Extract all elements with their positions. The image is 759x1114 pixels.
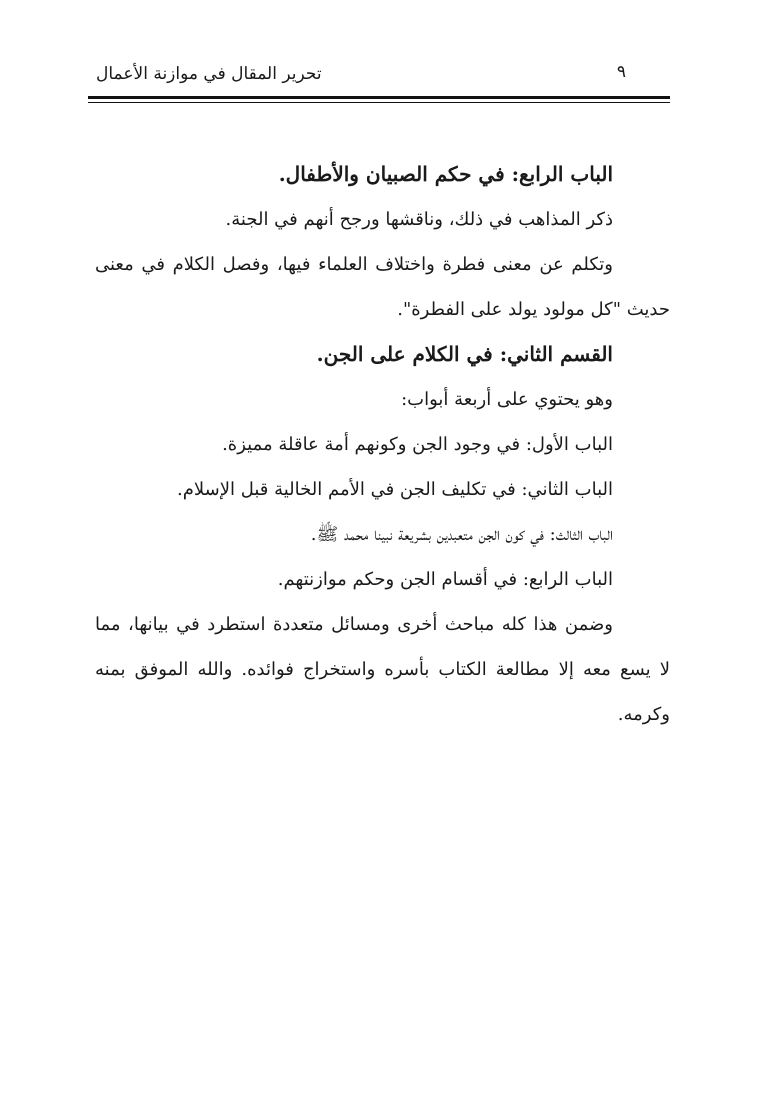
paragraph-line: وهو يحتوي على أربعة أبواب: (401, 389, 613, 410)
section-heading-chapter-four: الباب الرابع: في حكم الصبيان والأطفال. (278, 162, 613, 186)
paragraph-line: وتكلم عن معنى فطرة واختلاف العلماء فيها، وفصل الكلام في معنى (95, 254, 613, 275)
paragraph-line: لا يسع معه إلا مطالعة الكتاب بأسره واستخراج فوائده. والله الموفق بمنه (95, 659, 670, 680)
paragraph-line: وكرمه. (617, 704, 670, 725)
chapter-list-item: الباب الأول: في وجود الجن وكونهم أمة عاقلة مميزة. (222, 434, 613, 455)
running-header (90, 62, 670, 96)
chapter-list-item: الباب الثاني: في تكليف الجن في الأمم الخالية قبل الإسلام. (177, 479, 613, 500)
running-header-title: تحرير المقال في موازنة الأعمال (96, 64, 322, 84)
chapter-list-item: الباب الرابع: في أقسام الجن وحكم موازنتهم. (277, 569, 613, 590)
chapter-list-item: الباب الثالث: في كون الجن متعبدين بشريعة نبينا محمد ﷺ. (310, 524, 613, 545)
page-number: ٩ (616, 62, 626, 82)
header-rule-thin (88, 102, 670, 103)
paragraph-line: حديث "كل مولود يولد على الفطرة". (397, 299, 670, 320)
paragraph-line: وضمن هذا كله مباحث أخرى ومسائل متعددة استطرد في بيانها، مما (95, 614, 613, 635)
paragraph-line: ذكر المذاهب في ذلك، وناقشها ورجح أنهم في الجنة. (225, 209, 613, 230)
header-rule-thick (88, 96, 670, 99)
page-body (95, 152, 670, 737)
section-heading-part-two: القسم الثاني: في الكلام على الجن. (316, 342, 613, 366)
